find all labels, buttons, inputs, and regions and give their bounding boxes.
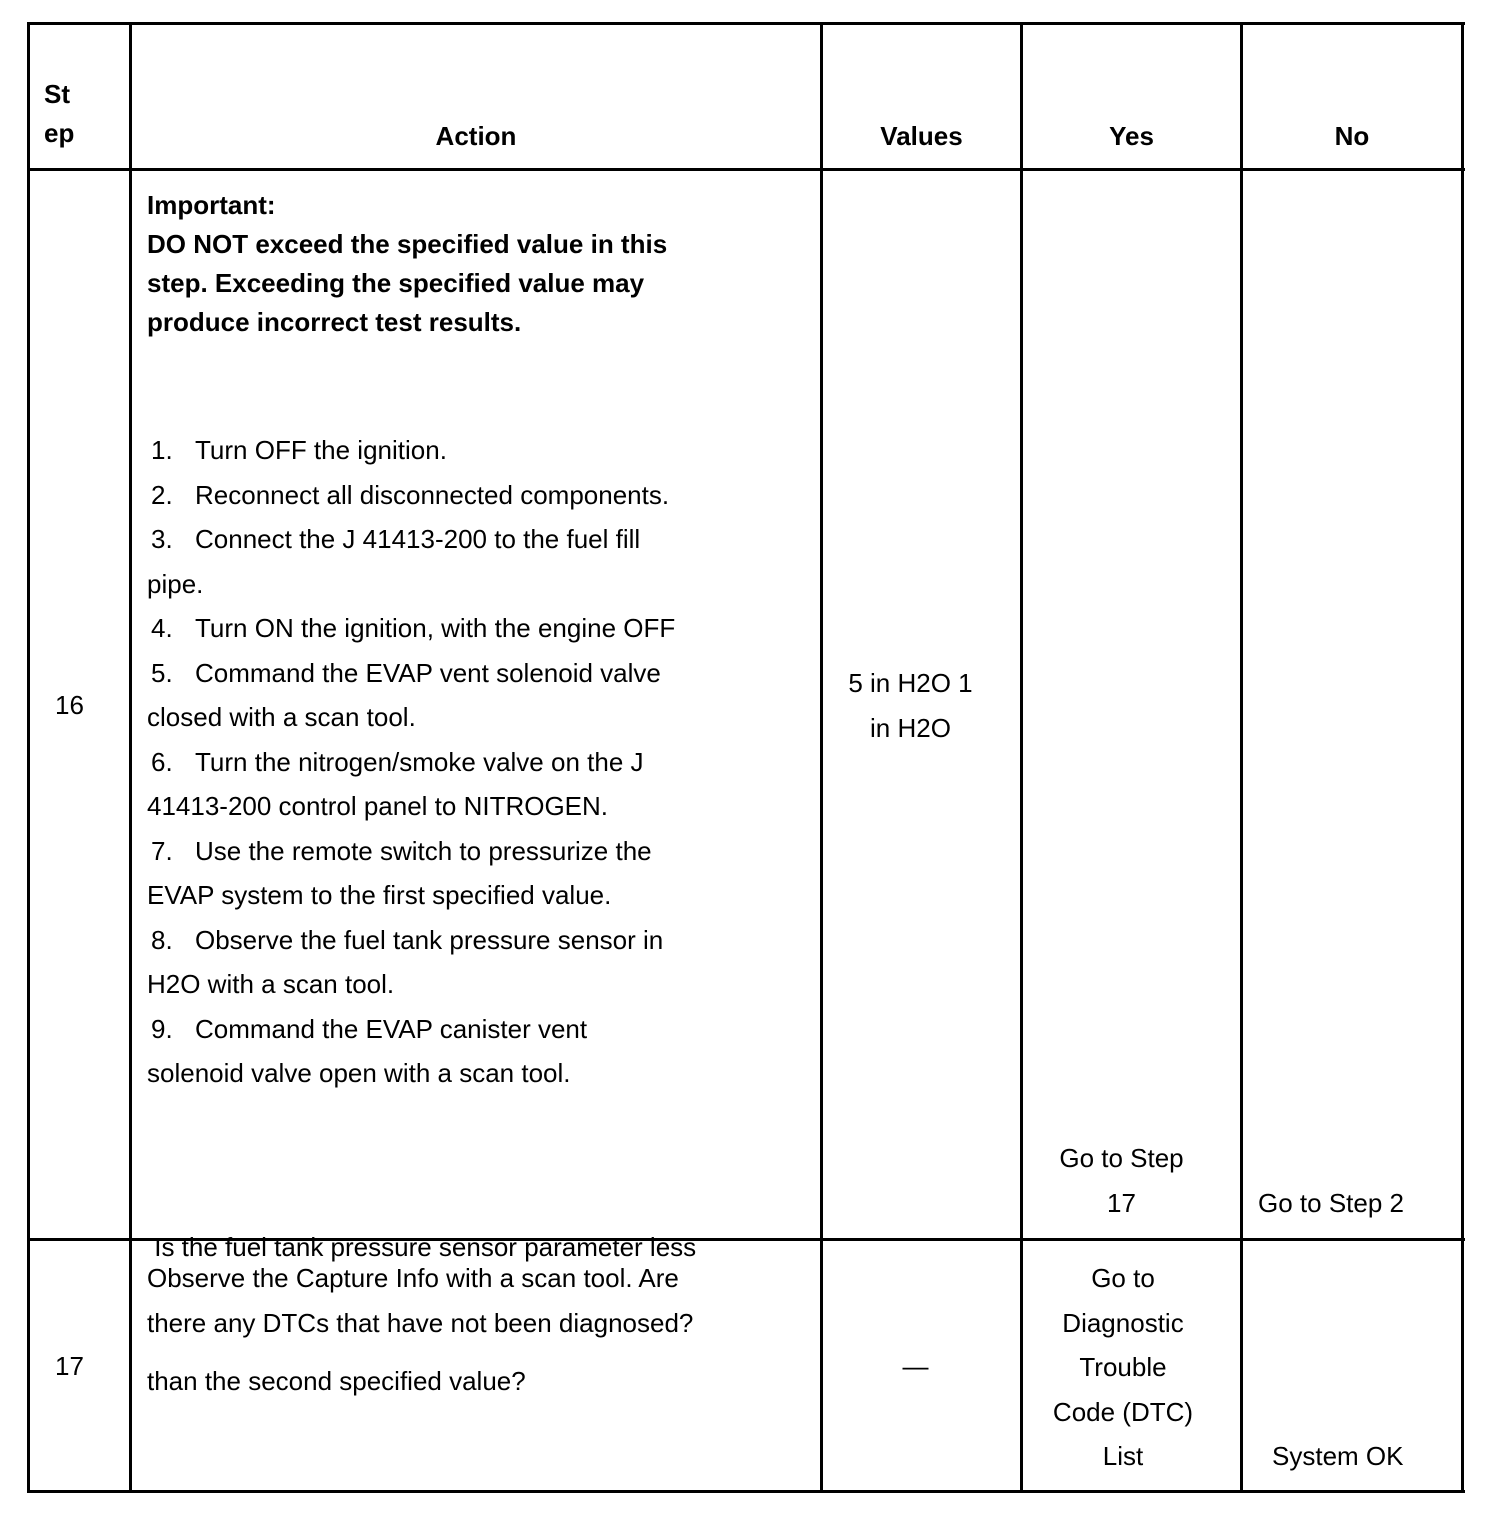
row-16-no: Go to Step 2 <box>1258 1188 1404 1218</box>
steps-list <box>147 428 817 1096</box>
col-border-yes <box>1240 22 1243 1493</box>
header-step-line1: St <box>44 79 70 109</box>
header-action: Action <box>435 121 517 151</box>
important-title: Important: <box>147 190 276 220</box>
question-line: than the second specified value? <box>147 1365 526 1396</box>
header-step <box>44 75 74 153</box>
header-step-line2: ep <box>44 118 75 148</box>
row-16-values: 5 in H2O 1 in H2O <box>848 668 973 743</box>
header-no: No <box>1334 121 1370 151</box>
list-item: 7. Use the remote switch to pressurize the EVAP system to the first specified value. <box>147 835 652 910</box>
row-17-no: System OK <box>1272 1441 1404 1471</box>
row-16-action <box>147 186 817 1096</box>
row-16-step: 16 <box>55 690 84 720</box>
list-item: 6. Turn the nitrogen/smoke valve on the J 41413-200 control panel to NITROGEN. <box>147 746 644 821</box>
table-top-border <box>27 22 1465 25</box>
header-bottom-border <box>27 168 1465 171</box>
important-line: DO NOT exceed the specified value in this <box>147 229 668 259</box>
list-item: 3. Connect the J 41413-200 to the fuel fill pipe. <box>147 524 641 599</box>
list-item: 4. Turn ON the ignition, with the engine OFF <box>151 613 676 643</box>
header-values: Values <box>880 121 963 151</box>
list-item: 5. Command the EVAP vent solenoid valve closed with a scan tool. <box>147 657 661 732</box>
row-17-action: Observe the Capture Info with a scan tool. Are there any DTCs that have not been diagnosed? <box>147 1263 694 1338</box>
header-yes: Yes <box>1109 121 1154 151</box>
important-line: step. Exceeding the specified value may <box>147 268 645 298</box>
row-17-yes: Go to Diagnostic Trouble Code (DTC) List <box>1052 1263 1194 1471</box>
row-16-yes: Go to Step 17 <box>1059 1143 1184 1218</box>
col-border-action <box>820 22 823 1493</box>
list-item: 2. Reconnect all disconnected components. <box>151 479 670 510</box>
important-line: produce incorrect test results. <box>147 307 522 337</box>
col-border-step <box>129 22 132 1493</box>
list-item: 8. Observe the fuel tank pressure sensor in H2O with a scan tool. <box>147 924 664 999</box>
row-17-values: — <box>902 1351 929 1381</box>
col-border-left <box>27 22 30 1493</box>
list-item: 1. Turn OFF the ignition. <box>151 435 447 465</box>
list-item: 9. Command the EVAP canister vent solenoid valve open with a scan tool. <box>147 1013 588 1088</box>
question-line: Is the fuel tank pressure sensor parameter less <box>147 1232 697 1262</box>
col-border-right <box>1461 22 1464 1493</box>
row-17-step: 17 <box>55 1351 84 1381</box>
table-bottom-border <box>27 1490 1465 1493</box>
